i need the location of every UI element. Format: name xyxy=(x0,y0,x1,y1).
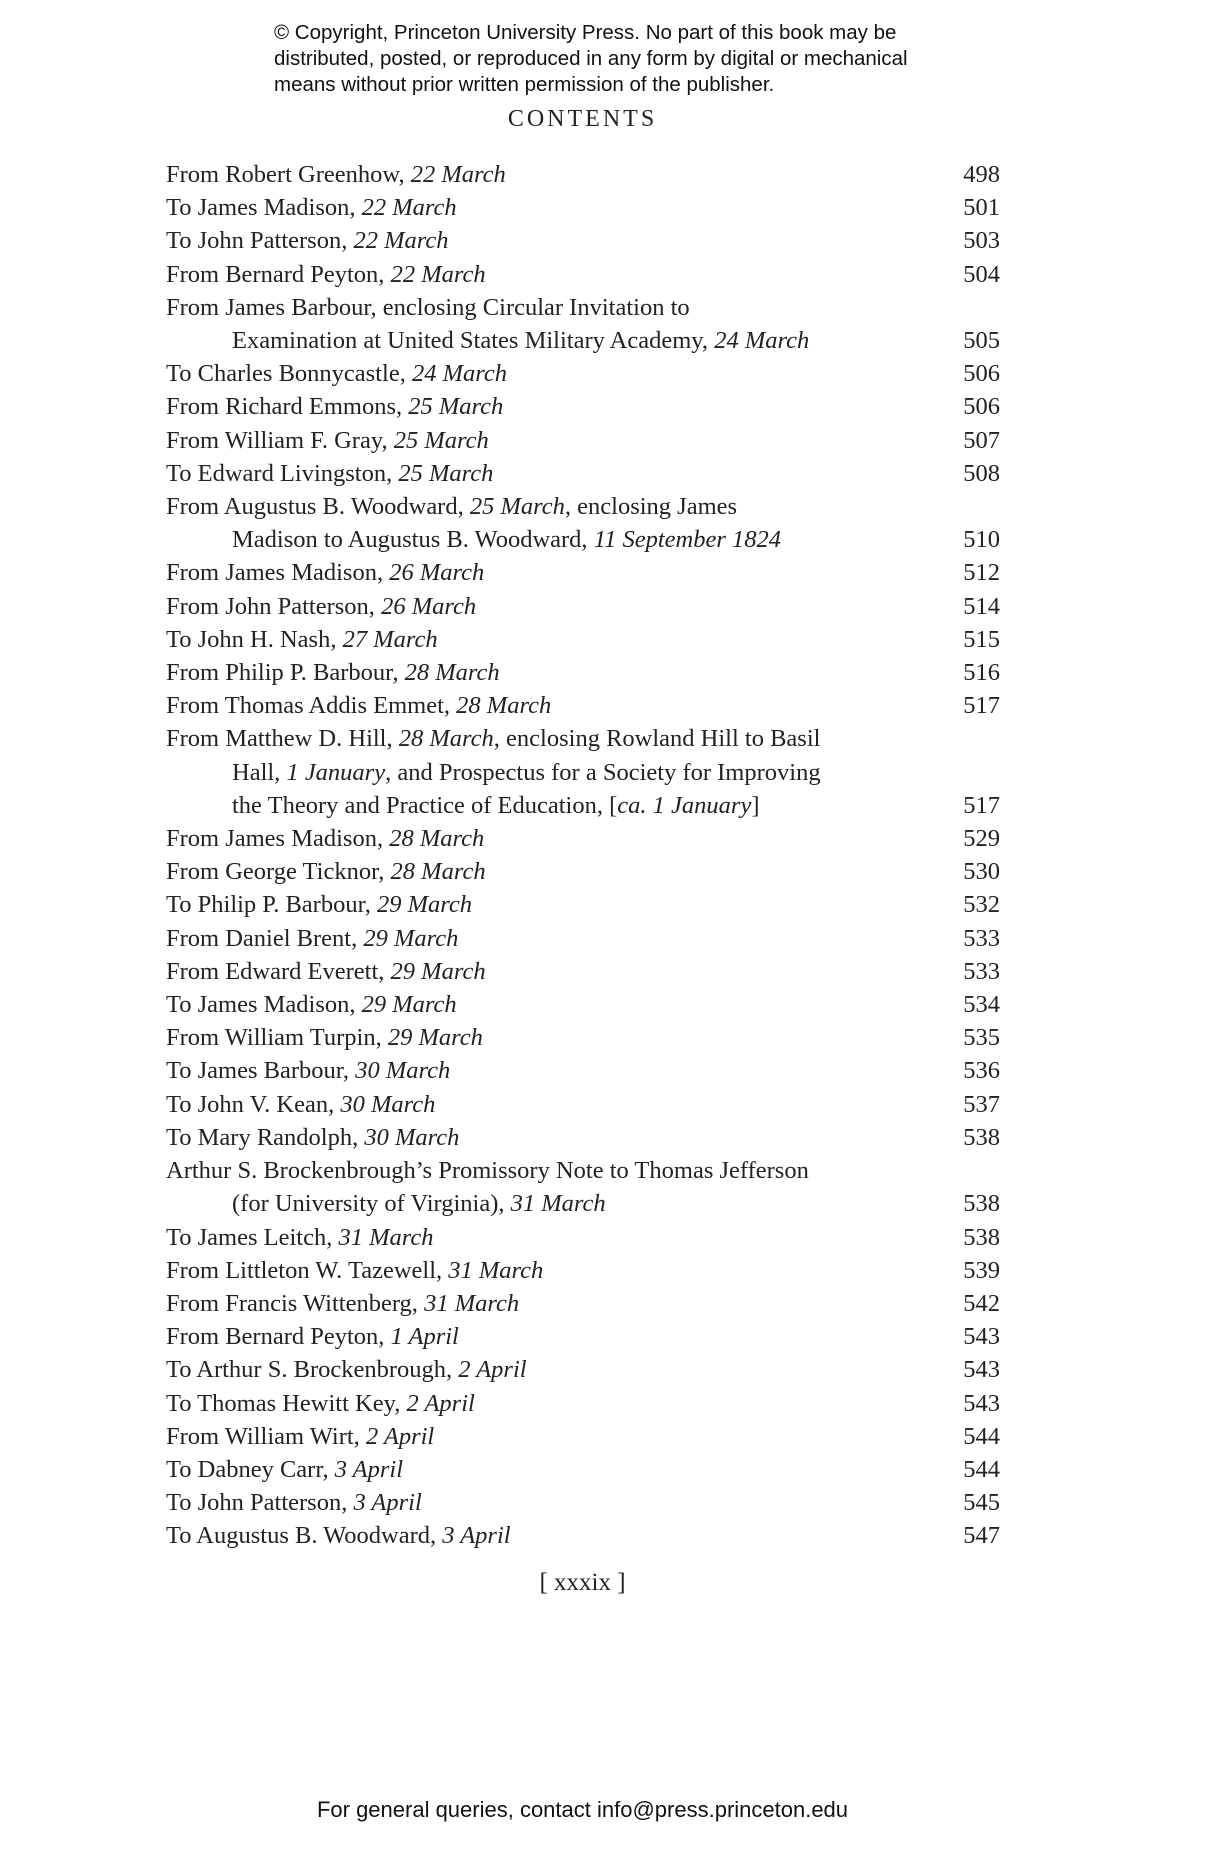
toc-entry-date: 22 March xyxy=(390,260,486,288)
toc-entry-date: 3 April xyxy=(334,1455,404,1483)
toc-entry-date: 29 March xyxy=(390,957,486,985)
toc-entry-page: 506 xyxy=(963,393,1000,421)
toc-entry-text: From Augustus B. Woodward, xyxy=(166,493,470,521)
toc-entry-page: 545 xyxy=(963,1489,1000,1517)
toc-entry-date: 25 March xyxy=(469,493,565,521)
toc-entry xyxy=(166,1353,1000,1386)
toc-entry-date: 29 March xyxy=(361,991,457,1019)
toc-entry-page: 498 xyxy=(963,161,1000,188)
toc-entry-page: 506 xyxy=(963,360,1000,388)
toc-entry xyxy=(166,855,1000,888)
toc-entry-title xyxy=(166,1353,1000,1386)
toc-entry-page: 504 xyxy=(963,260,1000,288)
toc-entry-date: 31 March xyxy=(448,1256,544,1284)
toc-entry-text: , enclosing James xyxy=(564,493,738,521)
toc-entry-text: From Daniel Brent, xyxy=(166,924,364,952)
toc-entry-title xyxy=(166,1287,1000,1320)
toc-entry-title xyxy=(166,1121,1000,1154)
toc-entry xyxy=(166,224,1000,257)
toc-entry-title xyxy=(166,1320,1000,1353)
toc-entry xyxy=(166,490,1000,556)
toc-entry-text: From James Madison, xyxy=(166,559,390,587)
toc-entry xyxy=(166,1387,1000,1420)
toc-entry-page: 544 xyxy=(963,1455,1000,1483)
toc-entry-text: From Thomas Addis Emmet, xyxy=(166,692,457,720)
toc-entry-date: 30 March xyxy=(340,1090,436,1118)
toc-entry-title xyxy=(166,457,1000,490)
toc-entry-text: From William Turpin, xyxy=(166,1024,388,1052)
toc-entry-title xyxy=(166,556,1000,589)
toc-entry-date: 25 March xyxy=(408,393,504,421)
toc-entry xyxy=(166,1054,1000,1087)
toc-entry-title xyxy=(166,922,1000,955)
toc-entry-text: From Matthew D. Hill, xyxy=(166,725,399,753)
toc-entry-title xyxy=(166,1154,1000,1187)
toc-entry-text: From Robert Greenhow, xyxy=(166,161,411,188)
toc-entry xyxy=(166,1519,1000,1552)
toc-entry-page: 538 xyxy=(963,1123,1000,1151)
toc-entry-title xyxy=(166,656,1000,689)
toc-entry-date: 26 March xyxy=(381,592,477,620)
toc-entry-date: 28 March xyxy=(390,858,486,886)
toc-entry-page: 512 xyxy=(963,559,1000,587)
toc-entry-title xyxy=(166,1054,1000,1087)
toc-entry xyxy=(166,1088,1000,1121)
toc-entry-date: 25 March xyxy=(398,459,494,487)
toc-entry-page: 536 xyxy=(963,1057,1000,1085)
toc-entry-title xyxy=(166,224,1000,257)
toc-entry-text: , enclosing Rowland Hill to Basil xyxy=(493,725,821,753)
toc-entry-title xyxy=(166,689,1000,722)
toc-entry xyxy=(166,357,1000,390)
toc-entry-date: 27 March xyxy=(342,625,438,653)
toc-entry-page: 543 xyxy=(963,1356,1000,1384)
toc-entry-page: 537 xyxy=(963,1090,1000,1118)
page-folio: [ xxxix ] xyxy=(539,1569,626,1596)
toc-entry-title xyxy=(166,955,1000,988)
toc-entry-date: 28 March xyxy=(389,825,485,853)
toc-entry-text: To John Patterson, xyxy=(166,227,354,255)
toc-entry-page: 538 xyxy=(963,1223,1000,1251)
toc-entry-text: To Mary Randolph, xyxy=(166,1123,365,1151)
toc-entry-text: To Philip P. Barbour, xyxy=(166,891,378,919)
toc-entry xyxy=(166,158,1000,191)
toc-entry-title xyxy=(166,1088,1000,1121)
toc-entry-text: To Arthur S. Brockenbrough, xyxy=(166,1356,459,1384)
toc-entry-text: To John H. Nash, xyxy=(166,625,343,653)
toc-entry-date: 31 March xyxy=(510,1190,606,1218)
toc-entry xyxy=(166,258,1000,291)
toc-entry-text: To Charles Bonnycastle, xyxy=(166,360,412,388)
toc-entry-page: 547 xyxy=(963,1522,1000,1550)
toc-entry-page: 543 xyxy=(963,1323,1000,1351)
toc-entry-page: 510 xyxy=(963,526,1000,554)
toc-entry-date: 2 April xyxy=(458,1356,527,1384)
toc-entry-text: To Edward Livingston, xyxy=(166,459,399,487)
toc-entry-text: To John Patterson, xyxy=(166,1489,354,1517)
toc-entry-title xyxy=(166,1486,1000,1519)
toc-entry-page: 534 xyxy=(963,991,1000,1019)
toc-entry-title xyxy=(166,756,1000,789)
toc-entry xyxy=(166,722,1000,822)
toc-entry-page: 538 xyxy=(963,1190,1000,1218)
toc-entry xyxy=(166,623,1000,656)
toc-entry-date: 26 March xyxy=(389,559,485,587)
toc-entry-text: (for University of Virginia), xyxy=(232,1190,511,1218)
toc-entry xyxy=(166,291,1000,357)
toc-entry-page: 503 xyxy=(963,227,1000,255)
toc-entry-text: From George Ticknor, xyxy=(166,858,391,886)
toc-entry xyxy=(166,888,1000,921)
toc-entry-title xyxy=(166,888,1000,921)
toc-entry xyxy=(166,390,1000,423)
toc-entry xyxy=(166,689,1000,722)
toc-entry-text: From Bernard Peyton, xyxy=(166,260,391,288)
toc-entry xyxy=(166,1254,1000,1287)
toc-entry-date: 22 March xyxy=(361,194,457,222)
copyright-line: © Copyright, Princeton University Press. No part of this book may be xyxy=(274,21,897,44)
toc-entry-text: From Littleton W. Tazewell, xyxy=(166,1256,449,1284)
toc-entry-text: To Thomas Hewitt Key, xyxy=(166,1389,407,1417)
toc-entry-date: 1 April xyxy=(390,1323,459,1351)
footer-contact: For general queries, contact info@press.princeton.edu xyxy=(316,1797,849,1822)
toc-entry xyxy=(166,1486,1000,1519)
toc-entry-date: 29 March xyxy=(377,891,473,919)
copyright-line: means without prior written permission of the publisher. xyxy=(274,73,775,96)
toc-entry-date: 24 March xyxy=(411,360,508,388)
toc-entry xyxy=(166,1287,1000,1320)
toc-entry-text: ] xyxy=(751,791,760,819)
toc-entry xyxy=(166,955,1000,988)
toc-entry-text: the Theory and Practice of Education, [ xyxy=(232,791,618,819)
toc-entry xyxy=(166,424,1000,457)
toc-entry-date: 11 September 1824 xyxy=(593,526,782,554)
toc-entry-title xyxy=(166,1453,1000,1486)
toc-entry-page: 508 xyxy=(963,459,1000,487)
toc-entry-page: 517 xyxy=(963,791,1000,819)
toc-entry-title xyxy=(166,291,1000,324)
toc-entry-text: From Francis Wittenberg, xyxy=(166,1289,425,1317)
toc-entry-text: From William Wirt, xyxy=(166,1422,366,1450)
toc-entry-page: 507 xyxy=(963,426,1000,454)
toc-entry-page: 533 xyxy=(963,957,1000,985)
toc-entry xyxy=(166,1154,1000,1220)
toc-entry-text: From John Patterson, xyxy=(166,592,382,620)
toc-entry-title xyxy=(166,1519,1000,1552)
toc-entry-date: 28 March xyxy=(456,692,552,720)
toc-entry-title xyxy=(166,855,1000,888)
toc-entry-text: To Dabney Carr, xyxy=(166,1455,335,1483)
toc-entry-date: 29 March xyxy=(363,924,459,952)
toc-entry-date: 30 March xyxy=(364,1123,460,1151)
copyright-notice xyxy=(274,20,974,98)
contents-list xyxy=(166,158,1000,1553)
toc-entry xyxy=(166,1221,1000,1254)
toc-entry-text: Madison to Augustus B. Woodward, xyxy=(232,526,594,554)
toc-entry-date: 28 March xyxy=(404,659,500,687)
toc-entry-title xyxy=(166,523,1000,556)
toc-entry xyxy=(166,822,1000,855)
toc-entry xyxy=(166,988,1000,1021)
toc-entry-title xyxy=(166,357,1000,390)
toc-entry-title xyxy=(166,390,1000,423)
toc-entry-date: 2 April xyxy=(406,1389,475,1417)
toc-entry-title xyxy=(166,1254,1000,1287)
toc-entry-page: 544 xyxy=(963,1422,1000,1450)
toc-entry-text: Arthur S. Brockenbrough’s Promissory Note to Thomas Jefferson xyxy=(166,1157,809,1185)
toc-entry xyxy=(166,1021,1000,1054)
toc-entry-page: 530 xyxy=(963,858,1000,886)
toc-entry-date: 3 April xyxy=(442,1522,511,1550)
toc-entry-page: 532 xyxy=(963,891,1000,919)
toc-entry-text: From Bernard Peyton, xyxy=(166,1323,391,1351)
toc-entry-text: , and Prospectus for a Society for Improving xyxy=(385,758,821,786)
toc-entry-page: 515 xyxy=(963,625,1000,653)
toc-entry-page: 501 xyxy=(963,194,1000,222)
toc-entry xyxy=(166,457,1000,490)
toc-entry-page: 542 xyxy=(963,1289,1000,1317)
toc-entry-date: 1 January xyxy=(286,758,386,786)
toc-entry-title xyxy=(166,191,1000,224)
toc-entry-text: From James Madison, xyxy=(166,825,390,853)
toc-entry-page: 539 xyxy=(963,1256,1000,1284)
toc-entry-text: To Augustus B. Woodward, xyxy=(166,1522,443,1550)
toc-entry-title xyxy=(166,988,1000,1021)
page-title: CONTENTS xyxy=(507,106,658,132)
toc-entry-date: 22 March xyxy=(353,227,449,255)
toc-entry-date: ca. 1 January xyxy=(617,791,752,819)
toc-entry-page: 543 xyxy=(963,1389,1000,1417)
toc-entry xyxy=(166,1420,1000,1453)
toc-entry-title xyxy=(166,722,1000,755)
toc-entry-date: 2 April xyxy=(365,1422,435,1450)
toc-entry-title xyxy=(166,1420,1000,1453)
toc-entry-text: Examination at United States Military Academy, xyxy=(232,327,715,355)
toc-entry-date: 22 March xyxy=(410,161,506,188)
toc-entry-text: To James Madison, xyxy=(166,991,362,1019)
toc-entry-date: 25 March xyxy=(393,426,489,454)
toc-entry-text: From James Barbour, enclosing Circular Invitation to xyxy=(166,293,690,321)
toc-entry-title xyxy=(166,1187,1000,1220)
toc-entry-page: 516 xyxy=(963,659,1000,687)
toc-entry-date: 31 March xyxy=(424,1289,520,1317)
toc-entry-page: 505 xyxy=(963,327,1000,355)
toc-entry-date: 29 March xyxy=(387,1024,483,1052)
toc-entry-text: From William F. Gray, xyxy=(166,426,394,454)
toc-entry xyxy=(166,656,1000,689)
toc-entry-text: From Philip P. Barbour, xyxy=(166,659,405,687)
toc-entry xyxy=(166,1320,1000,1353)
toc-entry-page: 533 xyxy=(963,924,1000,952)
toc-entry-date: 28 March xyxy=(398,725,494,753)
toc-entry-title xyxy=(166,1387,1000,1420)
toc-entry-title xyxy=(166,490,1000,523)
toc-entry-date: 30 March xyxy=(355,1057,451,1085)
toc-entry-text: To James Barbour, xyxy=(166,1057,356,1085)
toc-entry xyxy=(166,191,1000,224)
toc-entry xyxy=(166,922,1000,955)
toc-entry-title xyxy=(166,1021,1000,1054)
toc-entry-title xyxy=(166,424,1000,457)
toc-entry-text: Hall, xyxy=(232,758,287,786)
toc-entry xyxy=(166,1453,1000,1486)
toc-entry-title xyxy=(166,822,1000,855)
toc-entry-page: 517 xyxy=(963,692,1000,720)
toc-entry-title xyxy=(166,158,1000,191)
toc-entry xyxy=(166,556,1000,589)
toc-entry-title xyxy=(166,590,1000,623)
toc-entry-title xyxy=(166,623,1000,656)
toc-entry-text: From Edward Everett, xyxy=(166,957,391,985)
toc-entry-date: 31 March xyxy=(338,1223,434,1251)
toc-entry xyxy=(166,590,1000,623)
toc-entry-title xyxy=(166,258,1000,291)
toc-entry-title xyxy=(166,1221,1000,1254)
toc-entry-title xyxy=(166,324,1000,357)
toc-entry-date: 24 March xyxy=(714,327,810,355)
toc-entry-text: From Richard Emmons, xyxy=(166,393,409,421)
toc-entry-text: To James Leitch, xyxy=(166,1223,339,1251)
toc-entry-text: To John V. Kean, xyxy=(166,1090,341,1118)
toc-entry-title xyxy=(166,789,1000,822)
toc-entry-text: To James Madison, xyxy=(166,194,362,222)
toc-entry-page: 529 xyxy=(963,825,1000,853)
toc-entry xyxy=(166,1121,1000,1154)
toc-entry-page: 535 xyxy=(963,1024,1000,1052)
copyright-line: distributed, posted, or reproduced in any form by digital or mechanical xyxy=(274,47,908,70)
toc-entry-date: 3 April xyxy=(353,1489,422,1517)
toc-entry-page: 514 xyxy=(963,592,1000,620)
